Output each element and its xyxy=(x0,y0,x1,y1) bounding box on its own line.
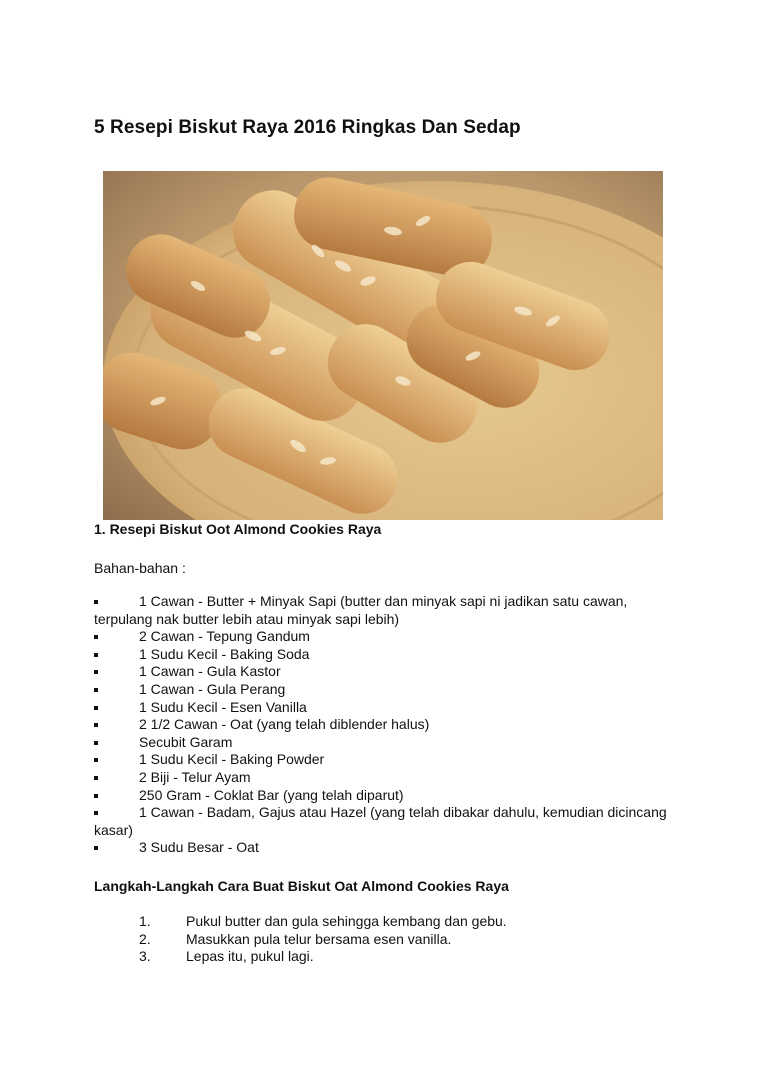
bullet-icon xyxy=(94,706,98,710)
step-text: Pukul butter dan gula sehingga kembang dan gebu. xyxy=(186,913,507,929)
ingredient-item: 2 1/2 Cawan - Oat (yang telah diblender halus) xyxy=(94,716,674,734)
bullet-icon xyxy=(94,600,98,604)
step-item xyxy=(94,931,674,949)
ingredients-label: Bahan-bahan : xyxy=(94,560,186,576)
ingredient-item: 1 Sudu Kecil - Baking Powder xyxy=(94,751,674,769)
ingredients-list xyxy=(94,593,674,857)
step-item xyxy=(94,948,674,966)
bullet-icon xyxy=(94,670,98,674)
steps-list xyxy=(94,913,674,966)
cookie-photo-icon xyxy=(103,171,663,520)
bullet-icon xyxy=(94,758,98,762)
step-item xyxy=(94,913,674,931)
step-text: Lepas itu, pukul lagi. xyxy=(186,948,314,965)
bullet-icon xyxy=(94,653,98,657)
step-number: 1. xyxy=(139,913,151,929)
step-text: Masukkan pula telur bersama esen vanilla. xyxy=(186,930,452,947)
bullet-icon xyxy=(94,688,98,692)
bullet-icon xyxy=(94,723,98,727)
ingredient-item: Secubit Garam xyxy=(94,734,674,752)
bullet-icon xyxy=(94,635,98,639)
ingredient-item: 1 Cawan - Butter + Minyak Sapi (butter dan minyak sapi ni jadikan satu cawan, terpulang nak butter lebih atau minyak sapi lebih) xyxy=(94,593,628,627)
recipe-heading: 1. Resepi Biskut Oot Almond Cookies Raya xyxy=(94,521,382,537)
ingredient-item: 250 Gram - Coklat Bar (yang telah diparut) xyxy=(94,787,674,805)
ingredient-item: 1 Cawan - Badam, Gajus atau Hazel (yang telah dibakar dahulu, kemudian dicincang kasar) xyxy=(94,804,667,838)
ingredient-item: 1 Cawan - Gula Kastor xyxy=(94,663,674,681)
ingredient-item: 2 Biji - Telur Ayam xyxy=(94,769,674,787)
bullet-icon xyxy=(94,846,98,850)
ingredient-item: 1 Sudu Kecil - Baking Soda xyxy=(94,646,674,664)
document-title: 5 Resepi Biskut Raya 2016 Ringkas Dan Sedap xyxy=(94,117,521,138)
step-number: 2. xyxy=(139,930,151,947)
bullet-icon xyxy=(94,794,98,798)
cookie-photo xyxy=(103,171,663,520)
ingredient-item: 2 Cawan - Tepung Gandum xyxy=(94,628,674,646)
bullet-icon xyxy=(94,776,98,780)
ingredient-item: 1 Cawan - Gula Perang xyxy=(94,681,674,699)
ingredient-item: 1 Sudu Kecil - Esen Vanilla xyxy=(94,699,674,717)
bullet-icon xyxy=(94,811,98,815)
step-number: 3. xyxy=(139,948,151,965)
steps-heading: Langkah-Langkah Cara Buat Biskut Oat Almond Cookies Raya xyxy=(94,878,509,894)
bullet-icon xyxy=(94,741,98,745)
ingredient-item: 3 Sudu Besar - Oat xyxy=(94,839,674,857)
